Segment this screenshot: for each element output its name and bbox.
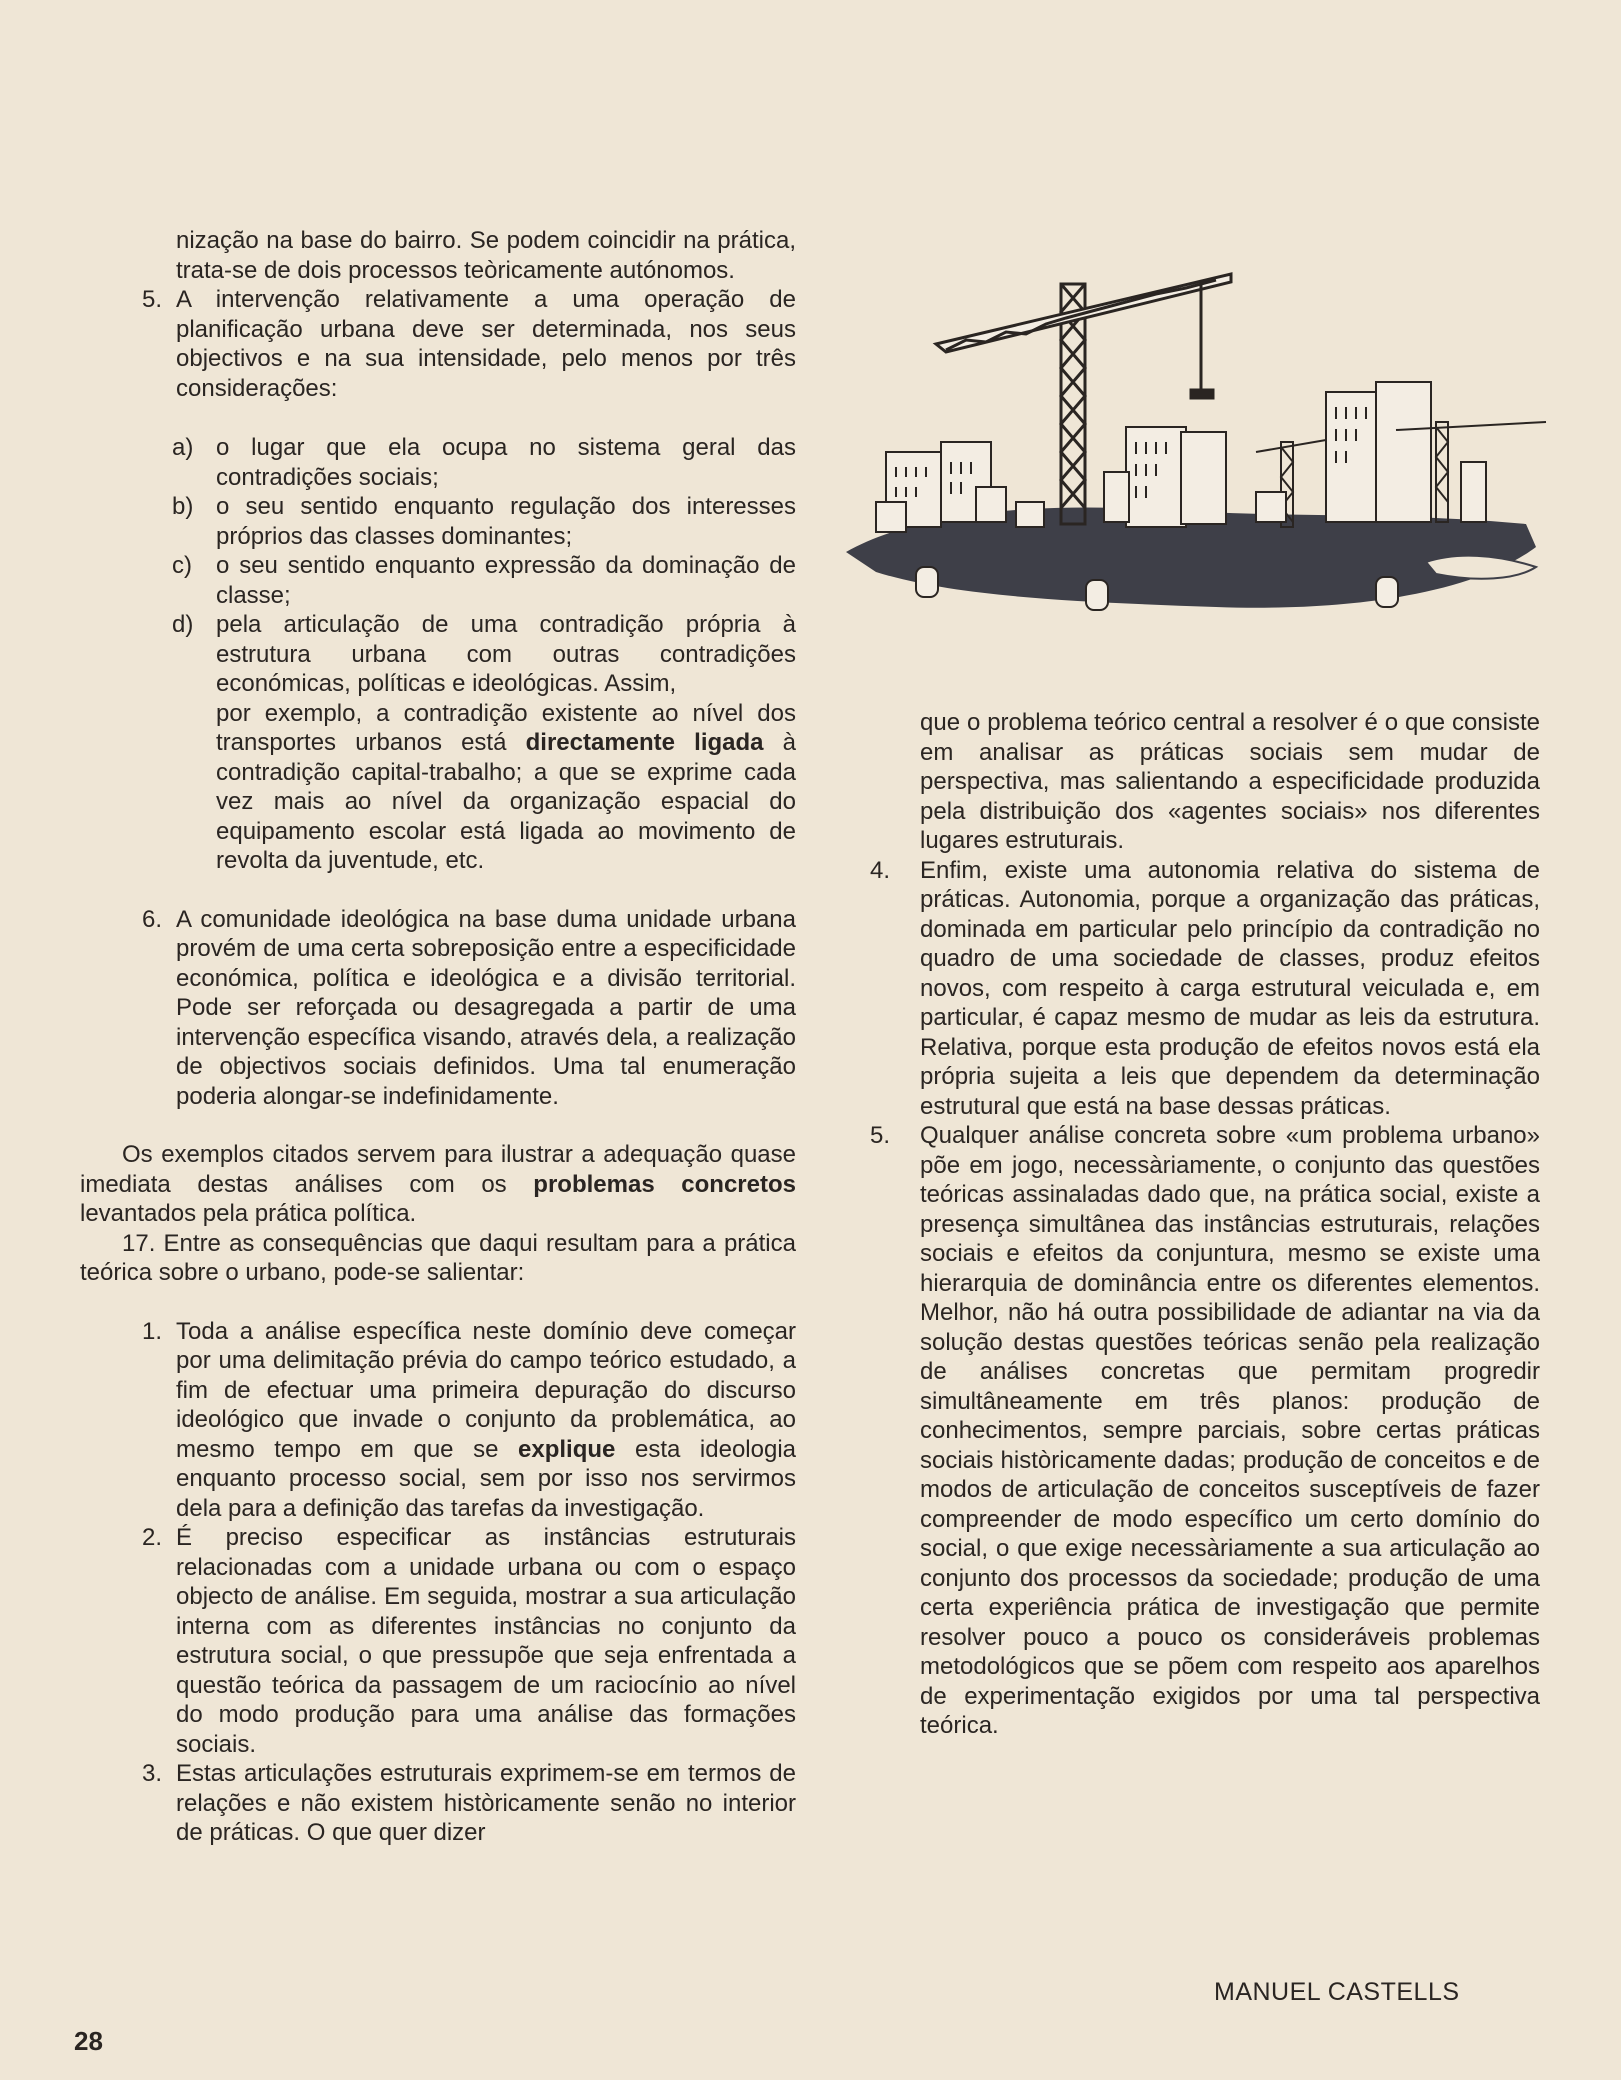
sub-list xyxy=(80,433,796,699)
item-3 xyxy=(80,1759,796,1848)
item-5-number: 5. xyxy=(141,286,162,313)
item-5-right xyxy=(870,1121,1540,1741)
paragraph-17: 17. Entre as consequências que daqui resultam para a prática teórica sobre o urbano, pode-se salientar: xyxy=(80,1229,796,1286)
item-1-bold: explique xyxy=(518,1435,616,1463)
intro-continuation: nização na base do bairro. Se podem coincidir na prática, trata-se de dois processos teòricamente autónomos. xyxy=(176,227,796,284)
left-column xyxy=(80,226,796,1848)
d-cont-bold: directamente ligada xyxy=(525,729,764,756)
page-number: 28 xyxy=(74,2026,103,2056)
para1-bold: problemas concretos xyxy=(533,1170,796,1198)
para1-text-a: Os exemplos citados servem para ilustrar a adequação quase imediata destas análises com os xyxy=(80,1141,796,1198)
sub-item-text: o seu sentido enquanto expressão da dominação de classe; xyxy=(216,552,796,609)
right-column xyxy=(870,708,1540,1741)
item-1-text-b: esta ideologia enquanto processo social, sem por isso nos servirmos dela para a definição das tarefas da investigação. xyxy=(176,1435,797,1522)
item-4-text: Enfim, existe uma autonomia relativa do sistema de práticas. Autonomia, porque a organização das práticas, dominada em particular pelo princípio da contradição no quadro de uma sociedade de classes, produz efeitos novos, com respeito à carga estrutural veiculada e, em particular, é capaz mesmo de mudar as leis da estrutura. Relativa, porque esta produção de efeitos novos está ela própria sujeita a leis que dependem da determinação estrutural que está na base dessas práticas. xyxy=(920,856,1540,1120)
author-name: MANUEL CASTELLS xyxy=(1214,1978,1460,2006)
sub-item-label: a) xyxy=(172,434,194,461)
item-1-number: 1. xyxy=(141,1317,162,1345)
item-1 xyxy=(80,1317,796,1524)
item-6-text: A comunidade ideológica na base duma unidade urbana provém de uma certa sobreposição entre a especificidade económica, política e ideológica e a divisão territorial. Pode ser reforçada ou desagregada a partir de uma intervenção específica visando, através dela, a realização de objectivos sociais definidos. Uma tal enumeração poderia alongar-se indefinidamente. xyxy=(176,905,796,1110)
item-4 xyxy=(870,856,1540,1122)
d-cont-text-2: à contradição capital-trabalho; a que se exprime cada vez mais ao nível da organização espacial do equipamento escolar está ligada ao movimento de revolta da juventude, etc. xyxy=(216,729,797,874)
item-2-text: É preciso especificar as instâncias estruturais relacionadas com a unidade urbana ou com o espaço objecto de análise. Em seguida, mostrar a sua articulação interna com as diferentes instâncias no conjunto da estrutura social, o que pressupõe que seja enfrentada a questão teórica da passagem de um raciocínio ao nível do modo produção para uma análise das formações sociais. xyxy=(176,1524,796,1758)
puddle xyxy=(1426,556,1536,579)
item-4-number: 4. xyxy=(870,856,891,884)
sub-item-c xyxy=(172,551,796,610)
item-2-number: 2. xyxy=(141,1524,162,1551)
sub-item-d xyxy=(172,610,796,699)
item-3-text: Estas articulações estruturais exprimem-se em termos de relações e não existem històricamente senão no interior de práticas. O que quer dizer xyxy=(176,1760,796,1846)
sub-item-text: o lugar que ela ocupa no sistema geral das contradições sociais; xyxy=(216,434,796,491)
sub-item-label: b) xyxy=(172,493,194,520)
sub-item-text: o seu sentido enquanto regulação dos interesses próprios das classes dominantes; xyxy=(216,493,796,550)
item-5-left xyxy=(80,285,796,403)
sub-item-text: pela articulação de uma contradição própria à estrutura urbana com outras contradições económicas, políticas e ideológicas. Assim, xyxy=(216,611,796,697)
sub-item-a xyxy=(172,433,796,492)
right-buildings xyxy=(1256,382,1486,522)
sub-item-b xyxy=(172,492,796,551)
item-6-number: 6. xyxy=(141,905,162,933)
cranes-buildings-illustration xyxy=(836,262,1556,642)
item-3-number: 3. xyxy=(141,1760,162,1787)
sub-item-label: d) xyxy=(172,611,194,638)
sub-item-label: c) xyxy=(172,552,192,579)
d-cont-text-1: por exemplo, a contradição existente ao nível dos transportes urbanos está xyxy=(216,699,796,756)
item-5-text: A intervenção relativamente a uma operação de planificação urbana deve ser determinada, nos seus objectivos e na sua intensidade, pelo menos por três considerações: xyxy=(176,286,796,402)
item-5-right-number: 5. xyxy=(870,1122,891,1149)
item-1-text xyxy=(176,1317,796,1524)
item-6 xyxy=(80,905,796,1112)
sub-item-d-continuation xyxy=(80,699,796,876)
item-3-continuation: que o problema teórico central a resolver é o que consiste em analisar as práticas sociais sem mudar de perspectiva, mas salientando a especificidade produzida pela distribuição dos «agentes sociais» nos diferentes lugares estruturais. xyxy=(920,709,1540,854)
item-5-right-text: Qualquer análise concreta sobre «um problema urbano» põe em jogo, necessàriamente, o conjunto das questões teóricas assinaladas dado que, na prática social, existe a presença simultânea das instâncias estruturais, relações sociais e efeitos da conjuntura, mesmo se existe uma hierarquia de dominância entre os diferentes elementos. Melhor, não há outra possibilidade de adiantar na via da solução destas questões teóricas senão pela realização de análises concretas que permitam progredir simultâneamente em três planos: produção de conhecimentos, sempre parciais, sobre certas práticas sociais històricamente dadas; produção de conceitos e de modos de articulação de conceitos susceptíveis de fazer compreender de modo específico um certo domínio do social, o que exige necessàriamente a sua articulação ao conjunto dos processos da sociedade; produção de uma certa experiência prática de investigação que permite resolver pouco a pouco os consideráveis problemas metodológicos que se põem com respeito aos aparelhos de experimentação exigidos por uma tal perspectiva teórica. xyxy=(920,1122,1540,1739)
paragraph-examples xyxy=(80,1140,796,1229)
para1-text-b: levantados pela prática política. xyxy=(80,1200,417,1227)
item-2 xyxy=(80,1523,796,1759)
item-1-text-a: Toda a análise específica neste domínio deve começar por uma delimitação prévia do campo teórico estudado, a fim de efectuar uma primeira depuração do discurso ideológico que invade o conjunto da problemática, ao mesmo tempo em que se xyxy=(176,1317,796,1463)
